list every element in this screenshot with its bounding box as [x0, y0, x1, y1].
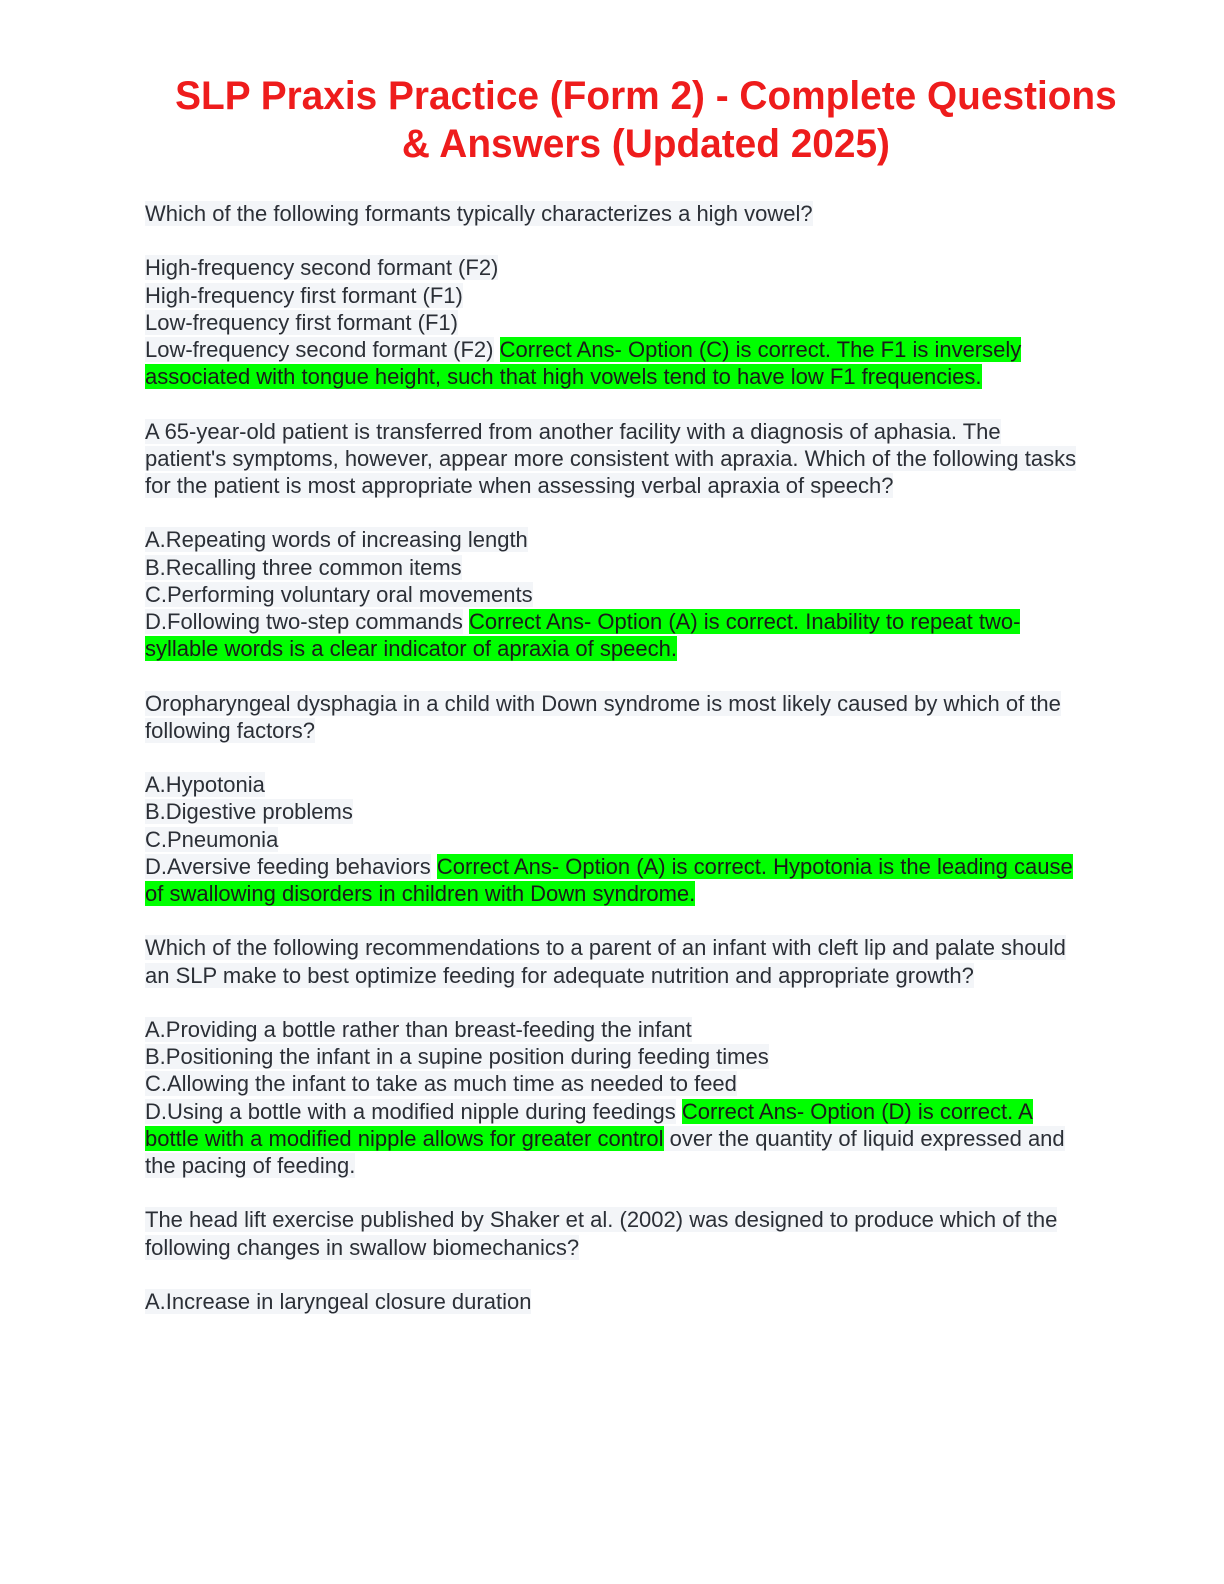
title-line-1: SLP Praxis Practice (Form 2) - Complete Questions — [175, 74, 1117, 118]
question-item — [145, 690, 1085, 908]
question-text: A 65-year-old patient is transferred from another facility with a diagnosis of aphasia. The patient's symptoms, however, appear more consistent with apraxia. Which of the following tasks for the patient is most appropriate when assessing verbal apraxia of speech? — [145, 418, 1077, 498]
option: Low-frequency first formant (F1) — [145, 309, 458, 335]
option: B.Recalling three common items — [145, 554, 462, 580]
question-text: The head lift exercise published by Shaker et al. (2002) was designed to produce which of the following changes in swallow biomechanics? — [145, 1207, 1058, 1260]
title-line-2: & Answers (Updated 2025) — [401, 122, 890, 166]
option: C.Performing voluntary oral movements — [145, 581, 533, 607]
option: High-frequency first formant (F1) — [145, 282, 463, 308]
options-list — [145, 254, 1085, 390]
options-list — [145, 1288, 1085, 1315]
document-title — [18, 72, 1205, 168]
answer-highlight: Correct Ans- Option (D) is correct. A bottle with a modified nipple allows for greater control — [145, 1098, 1033, 1151]
option: Low-frequency second formant (F2) — [145, 337, 494, 362]
option: High-frequency second formant (F2) — [145, 255, 499, 281]
option: B.Digestive problems — [145, 799, 353, 825]
answer-continuation: over the quantity of liquid expressed and the pacing of feeding. — [145, 1125, 1065, 1178]
question-item — [145, 200, 1085, 390]
option: D.Following two-step commands — [145, 609, 463, 634]
option: A.Increase in laryngeal closure duration — [145, 1288, 532, 1314]
option: A.Hypotonia — [145, 772, 265, 798]
option: D.Aversive feeding behaviors — [145, 853, 431, 879]
question-item — [145, 1206, 1085, 1315]
answer-highlight: Correct Ans- Option (C) is correct. The F1 is inversely associated with tongue height, such that high vowels tend to have low F1 frequencies. — [145, 337, 1022, 390]
question-text: Which of the following formants typically characterizes a high vowel? — [145, 201, 813, 226]
options-list — [145, 771, 1085, 907]
options-list — [145, 526, 1085, 662]
answer-highlight: Correct Ans- Option (A) is correct. Inability to repeat two-syllable words is a clear indicator of apraxia of speech. — [145, 609, 1021, 662]
question-text: Oropharyngeal dysphagia in a child with Down syndrome is most likely caused by which of the following factors? — [145, 690, 1061, 743]
option: A.Repeating words of increasing length — [145, 527, 528, 553]
question-item — [145, 934, 1085, 1179]
option: C.Pneumonia — [145, 826, 279, 852]
option: D.Using a bottle with a modified nipple during feedings — [145, 1098, 676, 1124]
question-list — [145, 200, 1085, 1342]
option: A.Providing a bottle rather than breast-feeding the infant — [145, 1016, 692, 1042]
question-item — [145, 418, 1085, 663]
question-text: Which of the following recommendations to a parent of an infant with cleft lip and palate should an SLP make to best optimize feeding for adequate nutrition and appropriate growth? — [145, 935, 1066, 988]
options-list — [145, 1016, 1085, 1179]
option: C.Allowing the infant to take as much time as needed to feed — [145, 1071, 737, 1097]
option: B.Positioning the infant in a supine position during feeding times — [145, 1044, 769, 1070]
answer-highlight: Correct Ans- Option (A) is correct. Hypotonia is the leading cause of swallowing disorders in children with Down syndrome. — [145, 853, 1073, 906]
